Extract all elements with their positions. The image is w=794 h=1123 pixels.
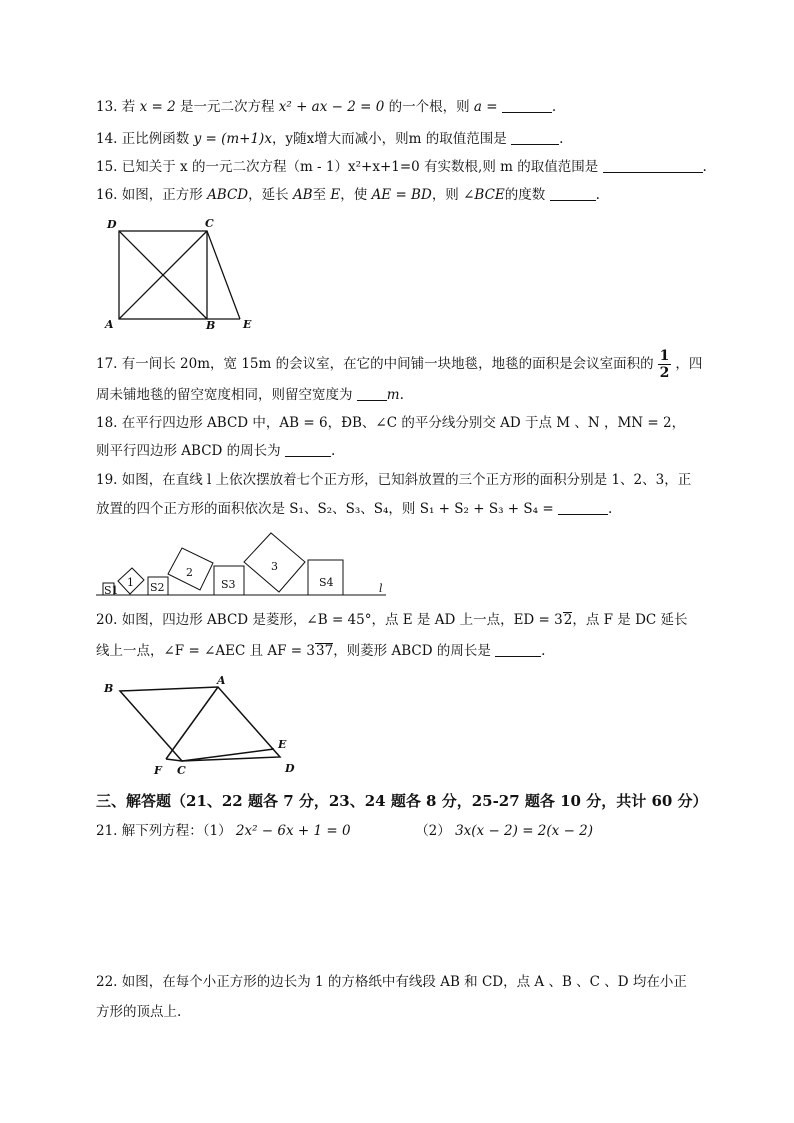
label-c: C <box>205 217 214 230</box>
question-16: 16. 如图，正方形 ABCD，延长 AB至 E，使 AE = BD，则 ∠BCE的度数 . <box>96 187 600 203</box>
question-22: 22. 如图，在每个小正方形的边长为 1 的方格纸中有线段 AB 和 CD，点 A 、B 、C 、D 均在小正 <box>96 974 687 990</box>
label-c: C <box>177 764 186 777</box>
fraction-one-half: $\frac{1}{2}$ <box>659 348 670 381</box>
label-e: E <box>243 318 252 331</box>
label-s2: S2 <box>150 581 165 594</box>
label-a: A <box>105 318 114 331</box>
answer-blank[interactable] <box>495 642 541 657</box>
label-3: 3 <box>271 560 278 573</box>
question-19: 19. 如图，在直线 l 上依次摆放着七个正方形，已知斜放置的三个正方形的面积分别是 1、2、3，正 <box>96 472 692 488</box>
question-15: 15. 已知关于 x 的一元二次方程（m - 1）x²+x+1=0 有实数根,则 m 的取值范围是 . <box>96 159 707 175</box>
figure-19-squares-on-line <box>96 528 396 600</box>
question-20-line2: 线上一点，∠F = ∠AEC 且 AF = 337，则菱形 ABCD 的周长是 . <box>96 643 546 659</box>
answer-blank[interactable] <box>357 386 387 401</box>
label-s3: S3 <box>221 578 236 591</box>
segment-ce <box>207 231 240 319</box>
section-3-heading: 三、解答题（21、22 题各 7 分，23、24 题各 8 分，25-27 题各 10 分，共计 60 分） <box>96 792 708 810</box>
label-s4: S4 <box>319 576 334 589</box>
label-l: l <box>379 582 383 595</box>
label-e: E <box>278 738 287 751</box>
question-14: 14. 正比例函数 y = (m+1)x，y随x增大而减小，则m 的取值范围是 . <box>96 131 564 147</box>
question-20: 20. 如图，四边形 ABCD 是菱形，∠B = 45°，点 E 是 AD 上一点，ED = 32，点 F 是 DC 延长 <box>96 612 688 628</box>
question-21: 21. 解下列方程：（1） 2x² − 6x + 1 = 0 （2） 3x(x − 2) = 2(x − 2) <box>96 823 594 839</box>
answer-blank[interactable] <box>502 98 552 113</box>
question-22-line2: 方形的顶点上. <box>96 1004 182 1020</box>
question-17: 17. 有一间长 20m，宽 15m 的会议室，在它的中间铺一块地毯，地毯的面积是会议室面积的 $\frac{1}{2}$ ，四 <box>96 348 703 381</box>
answer-blank[interactable] <box>558 500 608 515</box>
label-f: F <box>154 764 162 777</box>
question-18-line2: 则平行四边形 ABCD 的周长为 . <box>96 443 336 459</box>
label-a: A <box>217 674 226 687</box>
question-17-line2: 周未铺地毯的留空宽度相同，则留空宽度为 m. <box>96 387 404 403</box>
label-s1: S1 <box>104 584 119 597</box>
question-19-line2: 放置的四个正方形的面积依次是 S₁、S₂、S₃、S₄，则 S₁ + S₂ + S₃ + S₄ = . <box>96 501 613 517</box>
answer-blank[interactable] <box>285 442 331 457</box>
question-18: 18. 在平行四边形 ABCD 中，AB = 6，ÐB、∠C 的平分线分别交 AD 于点 M 、N ，MN = 2， <box>96 415 686 431</box>
rhombus-abcd <box>120 687 280 761</box>
label-d: D <box>107 218 117 231</box>
answer-blank[interactable] <box>550 186 596 201</box>
label-1: 1 <box>127 576 134 589</box>
figure-20-rhombus <box>100 675 310 780</box>
answer-blank[interactable] <box>603 158 703 173</box>
segment-fa <box>166 687 218 759</box>
label-b: B <box>104 682 114 695</box>
label-d: D <box>285 762 295 775</box>
figure-16-square <box>100 212 260 332</box>
answer-blank[interactable] <box>511 130 559 145</box>
label-2: 2 <box>186 566 193 579</box>
label-b: B <box>206 319 216 332</box>
question-13: 13. 若 x = 2 是一元二次方程 x² + ax − 2 = 0 的一个根，则 a = . <box>96 99 557 115</box>
